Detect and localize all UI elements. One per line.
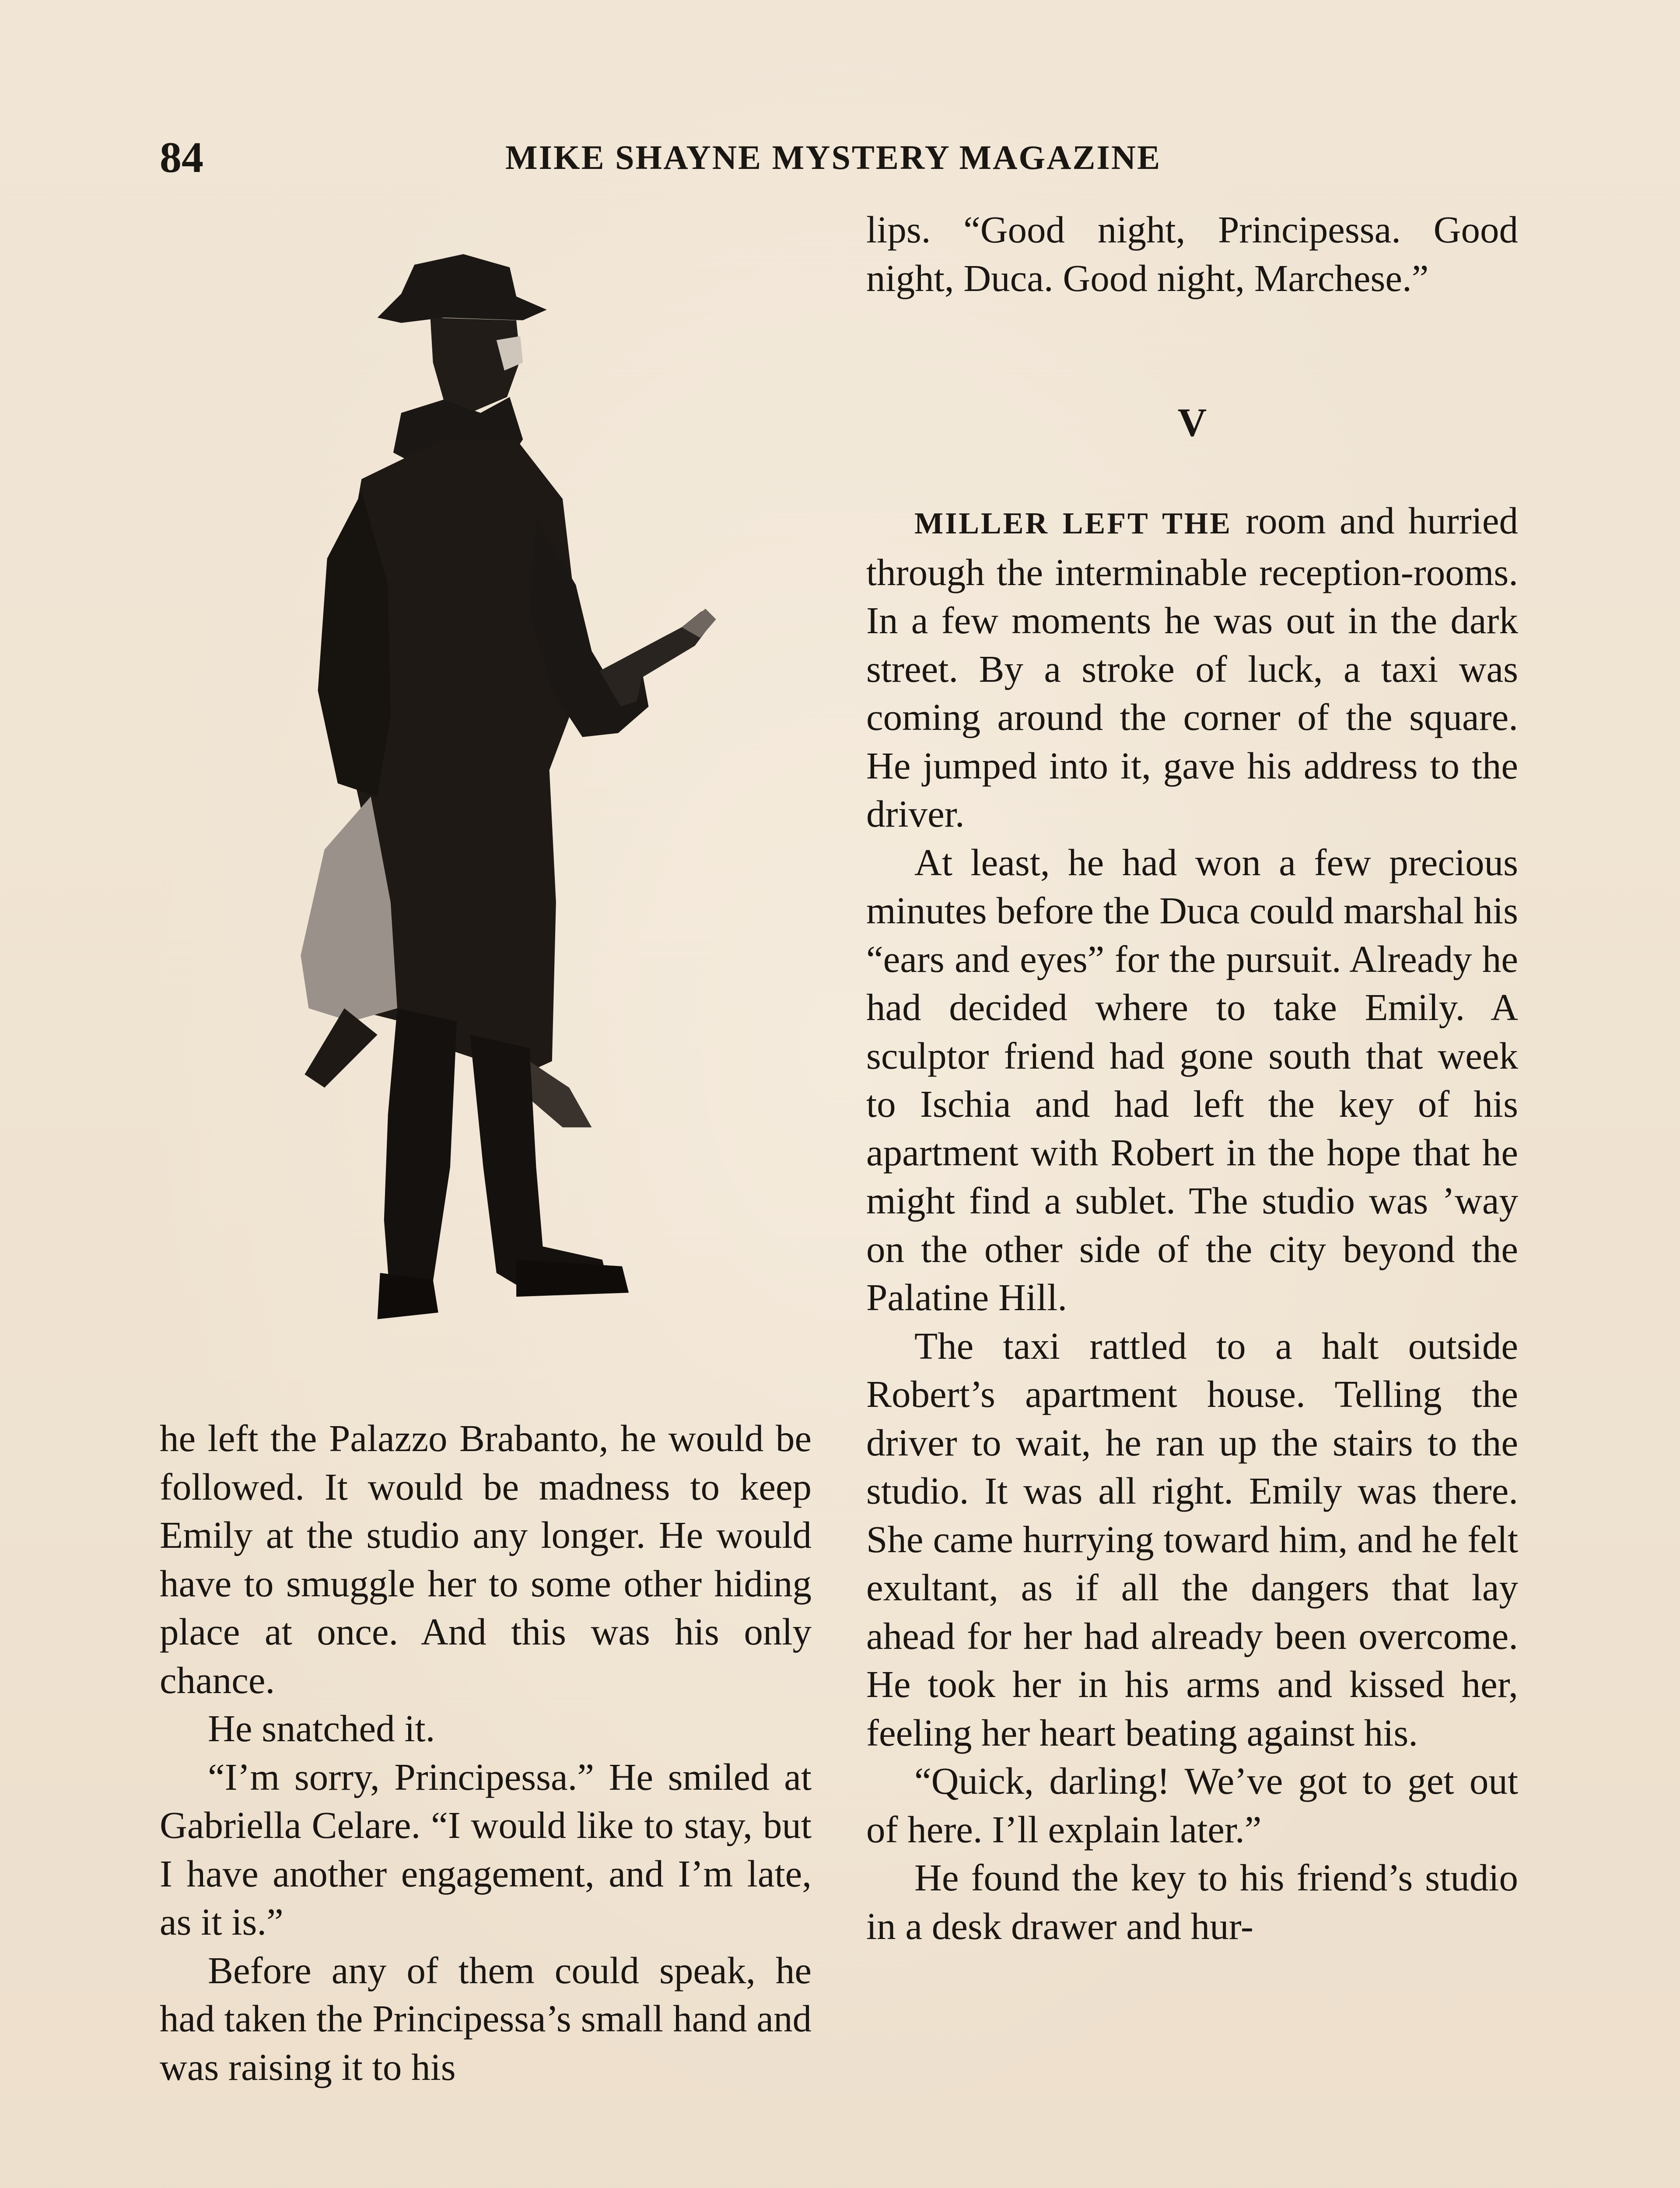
opening-paragraph (866, 497, 1518, 838)
running-title: MIKE SHAYNE MYSTERY MAGAZINE (505, 138, 1162, 176)
right-column-top-text (866, 206, 1518, 302)
page-number: 84 (160, 133, 203, 182)
right-column-text (866, 497, 1518, 1950)
paragraph: Before any of them could speak, he had taken the Principessa’s small hand and was raising it to his (160, 1949, 812, 2088)
paragraph: He snatched it. (208, 1707, 435, 1750)
opening-rest: room and hurried through the interminable reception-rooms. In a few moments he was out in the dark street. By a stroke of luck, a taxi was coming around the corner of the square. He jumped into it, gave his address to the driver. (866, 499, 1518, 835)
trenchcoat-man-with-revolver-icon (245, 214, 774, 1339)
page-header (160, 125, 1520, 190)
paragraph: lips. “Good night, Principessa. Good night, Duca. Good night, Marchese.” (866, 208, 1518, 299)
paragraph: He found the key to his friend’s studio in a desk drawer and hur- (866, 1856, 1518, 1947)
opening-smallcaps: MILLER LEFT THE (914, 507, 1232, 540)
trenchcoat-man-illustration (245, 214, 774, 1339)
left-column-text (160, 1414, 812, 2091)
paragraph: The taxi rattled to a halt outside Robert’s apartment house. Telling the driver to wait, he ran up the stairs to the studio. It was all right. Emily was there. She came hurrying toward him, and he felt exultant, as if all the dangers that lay ahead for her had already been overcome. He took her in his arms and kissed her, feeling her heart beating against his. (866, 1324, 1518, 1754)
continued-paragraph: he left the Palazzo Brabanto, he would be followed. It would be madness to keep Emily at the studio any longer. He would have to smuggle her to some other hiding place at once. And this was his only chance. (160, 1417, 812, 1701)
section-numeral: V (1177, 400, 1207, 445)
paragraph: At least, he had won a few precious minutes before the Duca could marshal his “ears and eyes” for the pursuit. Already he had decided where to take Emily. A sculptor friend had gone south that week to Ischia and had left the key of his apartment with Robert in the hope that he might find a sublet. The studio was ’way on the other side of the city beyond the Palatine Hill. (866, 841, 1518, 1318)
paragraph: “Quick, darling! We’ve got to get out of here. I’ll explain later.” (866, 1760, 1518, 1851)
paragraph: “I’m sorry, Principessa.” He smiled at Gabriella Celare. “I would like to stay, but I have another engagement, and I’m late, as it is.” (160, 1755, 812, 1943)
